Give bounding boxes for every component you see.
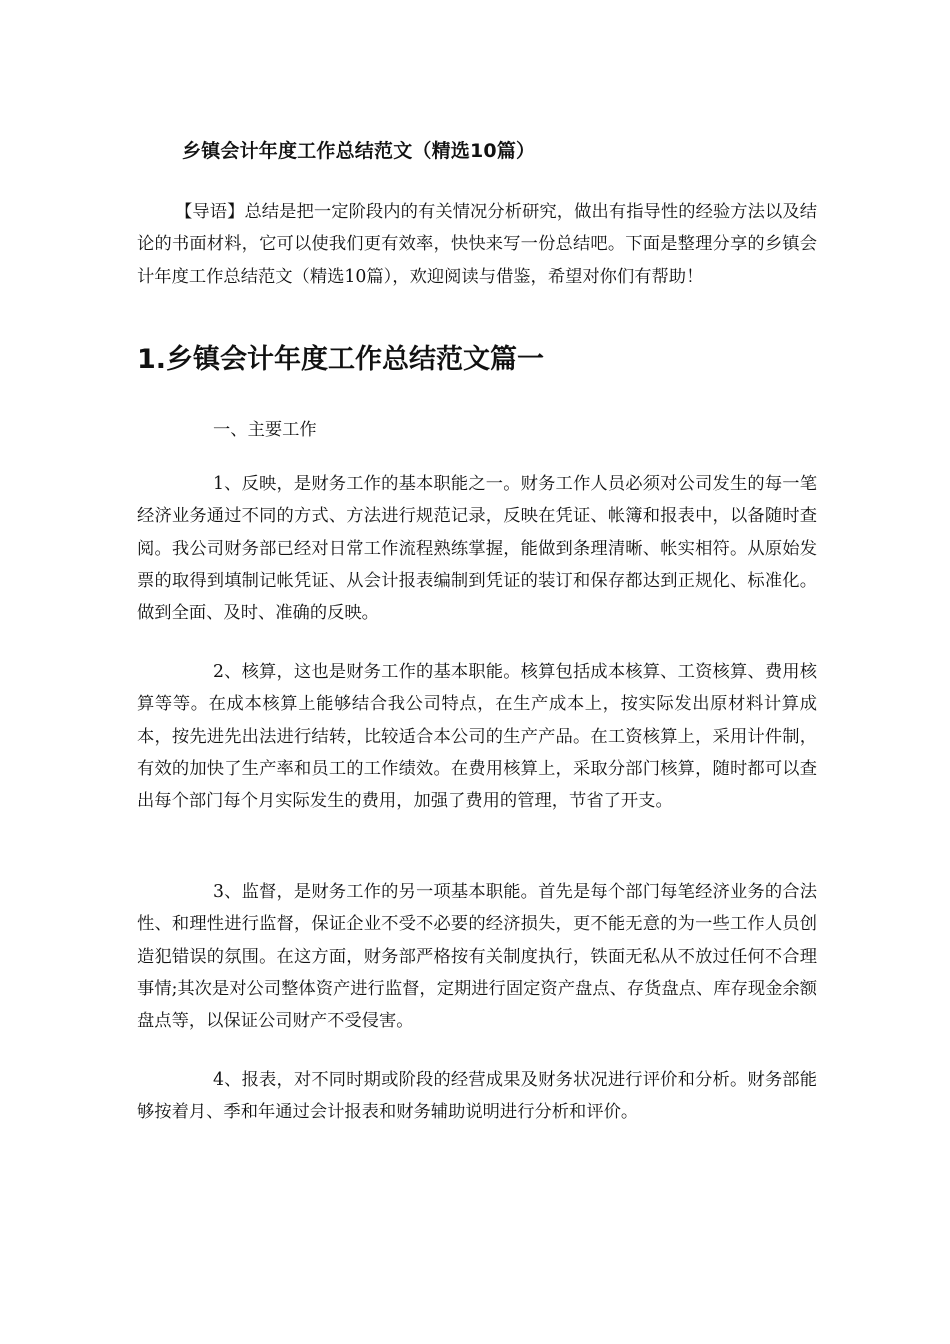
intro-paragraph: 【导语】总结是把一定阶段内的有关情况分析研究，做出有指导性的经验方法以及结论的书面材料，它可以使我们更有效率，快快来写一份总结吧。下面是整理分享的乡镇会计年度工作总结范文（精选10篇），欢迎阅读与借鉴，希望对你们有帮助！ [137,202,817,287]
paragraph-1: 1、反映，是财务工作的基本职能之一。财务工作人员必须对公司发生的每一笔经济业务通过不同的方式、方法进行规范记录，反映在凭证、帐簿和报表中，以备随时查阅。我公司财务部已经对日常工作流程熟练掌握，能做到条理清晰、帐实相符。从原始发票的取得到填制记帐凭证、从会计报表编制到凭证的装订和保存都达到正规化、标准化。做到全面、及时、准确的反映。 [137,474,817,624]
sub-heading: 一、主要工作 [213,420,317,440]
document-title: 乡镇会计年度工作总结范文（精选10篇） [182,140,536,162]
section-heading: 1.乡镇会计年度工作总结范文篇一 [137,344,545,375]
paragraph-3: 3、监督，是财务工作的另一项基本职能。首先是每个部门每笔经济业务的合法性、和理性进行监督，保证企业不受不必要的经济损失，更不能无意的为一些工作人员创造犯错误的氛围。在这方面，财务部严格按有关制度执行，铁面无私从不放过任何不合理事情;其次是对公司整体资产进行监督，定期进行固定资产盘点、存货盘点、库存现金余额盘点等，以保证公司财产不受侵害。 [137,882,817,1032]
paragraph-2: 2、核算，这也是财务工作的基本职能。核算包括成本核算、工资核算、费用核算等等。在成本核算上能够结合我公司特点，在生产成本上，按实际发出原材料计算成本，按先进先出法进行结转，比较适合本公司的生产产品。在工资核算上，采用计件制，有效的加快了生产率和员工的工作绩效。在费用核算上，采取分部门核算，随时都可以查出每个部门每个月实际发生的费用，加强了费用的管理，节省了开支。 [137,662,817,812]
paragraph-4: 4、报表，对不同时期或阶段的经营成果及财务状况进行评价和分析。财务部能够按着月、季和年通过会计报表和财务辅助说明进行分析和评价。 [137,1070,817,1123]
